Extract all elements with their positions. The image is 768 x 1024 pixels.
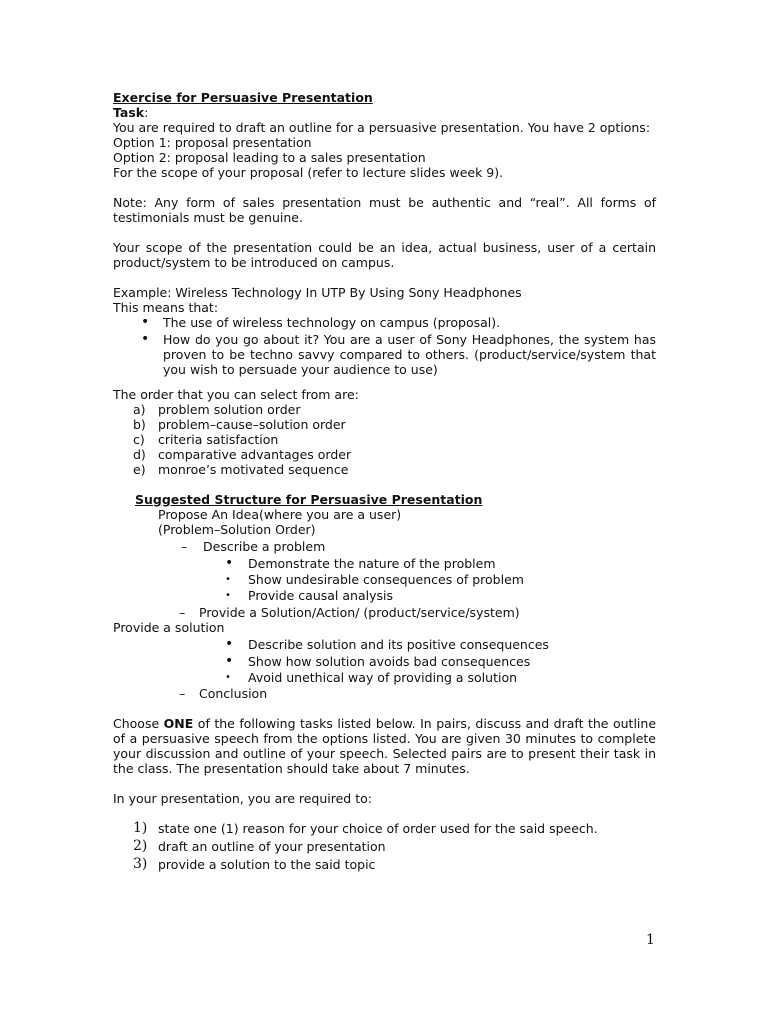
structure-title: Suggested Structure for Persuasive Presentation xyxy=(135,492,483,507)
list-item: • How do you go about it? You are a user of Sony Headphones, the system has proven to be techno savvy compared to others. (product/service/system that you wish to persuade your audience to use) xyxy=(141,331,656,377)
order-intro: The order that you can select from are: xyxy=(113,387,359,402)
list-item: 2) draft an outline of your presentation xyxy=(133,838,386,854)
required-list xyxy=(113,821,656,872)
bullet-icon: • xyxy=(225,574,231,585)
option-1: Option 1: proposal presentation xyxy=(113,135,312,150)
solution-point: • Describe solution and its positive consequences xyxy=(225,636,549,652)
problem-point: • Show undesirable consequences of problem xyxy=(225,572,524,587)
document-page xyxy=(113,90,656,875)
bullet-icon: • xyxy=(225,555,234,571)
intro-paragraph: You are required to draft an outline for a persuasive presentation. You have 2 options: xyxy=(113,120,651,135)
dash-icon: – xyxy=(179,686,186,701)
bullet-icon: • xyxy=(225,636,234,652)
scope-paragraph: Your scope of the presentation could be an idea, actual business, user of a certain product/system to be introduced on campus. xyxy=(113,240,656,270)
bullet-icon: • xyxy=(225,590,231,601)
problem-point: • Demonstrate the nature of the problem xyxy=(225,555,496,571)
order-list xyxy=(113,402,656,477)
bullet-icon: • xyxy=(225,672,231,683)
bullet-icon: • xyxy=(225,653,234,669)
propose-line: Propose An Idea(where you are a user) xyxy=(158,507,402,522)
list-item: e) monroe’s motivated sequence xyxy=(133,462,349,477)
list-item: 3) provide a solution to the said topic xyxy=(133,856,376,872)
problem-point: • Provide causal analysis xyxy=(225,588,393,603)
dash-icon: – xyxy=(179,605,186,620)
authenticity-note: Note: Any form of sales presentation must be authentic and “real”. All forms of testimonials must be genuine. xyxy=(113,195,656,225)
list-item: c) criteria satisfaction xyxy=(133,432,279,447)
list-item: a) problem solution order xyxy=(133,402,301,417)
option-2: Option 2: proposal leading to a sales presentation xyxy=(113,150,426,165)
scope-note: For the scope of your proposal (refer to lecture slides week 9). xyxy=(113,165,504,180)
list-item: d) comparative advantages order xyxy=(133,447,352,462)
example-line: Example: Wireless Technology In UTP By Using Sony Headphones xyxy=(113,285,522,300)
choose-paragraph: Choose ONE of the following tasks listed below. In pairs, discuss and draft the outline of a persuasive speech from the options listed. You are given 30 minutes to complete your discussion and outline of your speech. Selected pairs are to present their task in the class. The presentation should take about 7 minutes. xyxy=(113,716,657,776)
page-number: 1 xyxy=(646,932,655,948)
order-line: (Problem–Solution Order) xyxy=(158,522,316,537)
bullet-icon: • xyxy=(141,331,150,347)
means-line: This means that: xyxy=(113,300,219,315)
list-item: b) problem–cause–solution order xyxy=(133,417,346,432)
list-item: 1) state one (1) reason for your choice of order used for the said speech. xyxy=(133,820,598,836)
bullet-icon: • xyxy=(141,314,150,330)
task-heading: Task: xyxy=(113,105,149,120)
conclusion-line: – Conclusion xyxy=(179,686,268,701)
solution-point: • Avoid unethical way of providing a solution xyxy=(225,670,518,685)
solution-point: • Show how solution avoids bad consequences xyxy=(225,653,531,669)
provide-solution: Provide a solution xyxy=(113,620,225,635)
example-bullet-list xyxy=(113,315,656,377)
describe-problem: – Describe a problem xyxy=(181,539,326,554)
dash-icon: – xyxy=(181,539,188,554)
required-intro: In your presentation, you are required to: xyxy=(113,791,372,806)
exercise-title: Exercise for Persuasive Presentation xyxy=(113,90,373,105)
provide-solution-action: – Provide a Solution/Action/ (product/service/system) xyxy=(179,605,520,620)
list-item: • The use of wireless technology on campus (proposal). xyxy=(141,314,501,330)
